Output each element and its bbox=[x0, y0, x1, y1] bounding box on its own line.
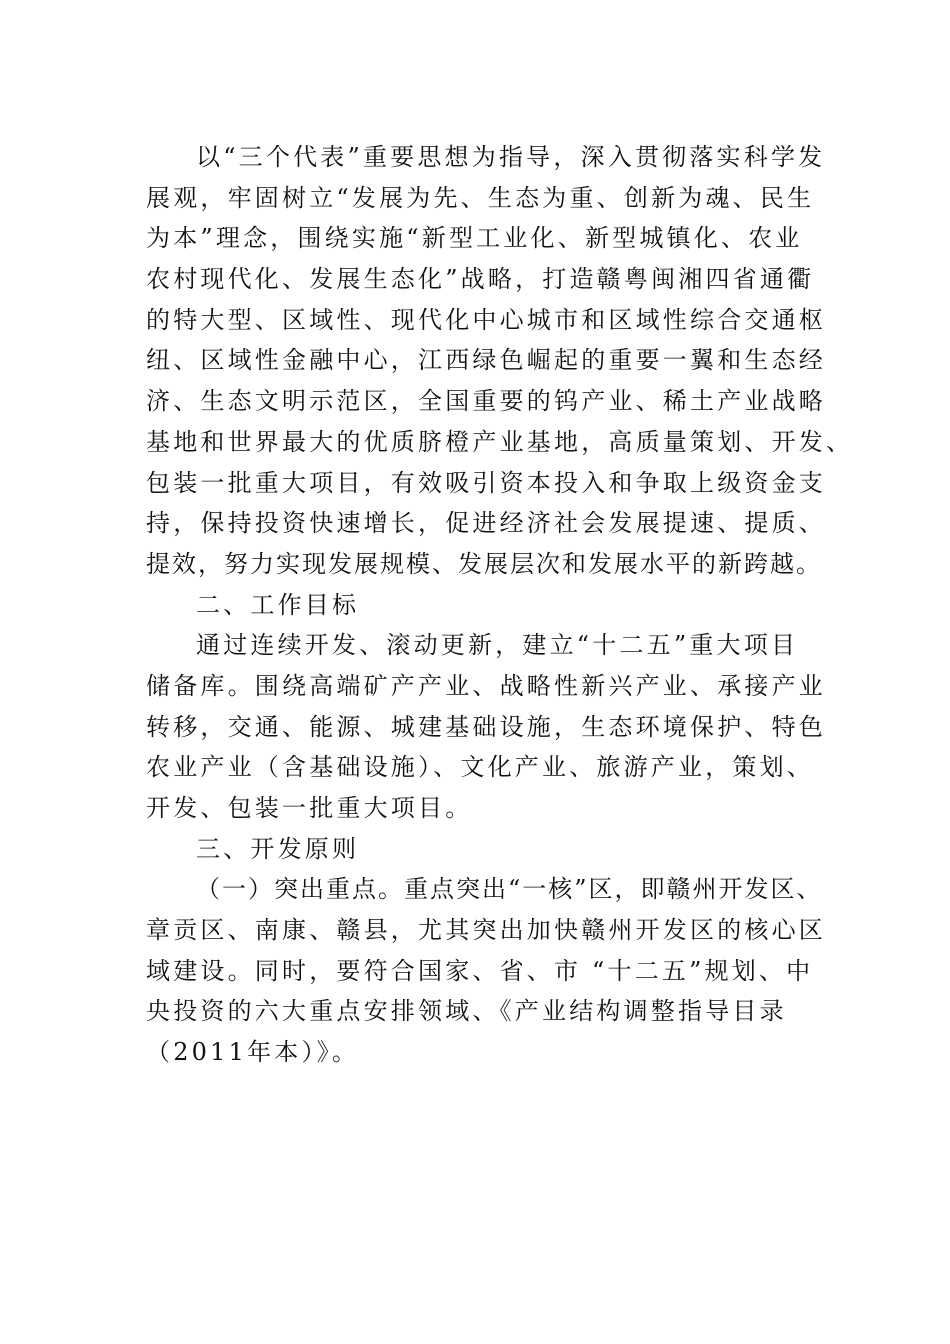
paragraph-line: 开发、包装一批重大项目。 bbox=[146, 794, 473, 822]
paragraph-line: 包装一批重大项目，有效吸引资本投入和争取上级资金支 bbox=[146, 468, 826, 497]
paragraph-line: 提效，努力实现发展规模、发展层次和发展水平的新跨越。 bbox=[146, 549, 822, 578]
paragraph-line: 基地和世界最大的优质脐橙产业基地，高质量策划、开发、 bbox=[146, 427, 854, 456]
paragraph-line: 域建设。同时，要符合国家、省、市 “十二五”规划、中 bbox=[146, 956, 814, 985]
paragraph-line: 的特大型、区域性、现代化中心城市和区域性综合交通枢 bbox=[146, 305, 826, 334]
paragraph-line: 章贡区、南康、赣县，尤其突出加快赣州开发区的核心区 bbox=[146, 916, 826, 945]
paragraph-line: 持，保持投资快速增长，促进经济社会发展提速、提质、 bbox=[146, 509, 826, 538]
paragraph-line: 农村现代化、发展生态化”战略，打造赣粤闽湘四省通衢 bbox=[146, 265, 815, 294]
paragraph-line: 为本”理念，围绕实施“新型工业化、新型城镇化、农业 bbox=[146, 224, 803, 253]
paragraph-line: 展观，牢固树立“发展为先、生态为重、创新为魂、民生 bbox=[146, 183, 815, 212]
paragraph-line: 济、生态文明示范区，全国重要的钨产业、稀土产业战略 bbox=[146, 387, 826, 416]
document-body bbox=[146, 137, 854, 1073]
paragraph-line: 纽、区域性金融中心，江西绿色崛起的重要一翼和生态经 bbox=[146, 346, 826, 375]
paragraph-line: （2011年本）》。 bbox=[146, 1038, 360, 1067]
paragraph-line: 储备库。围绕高端矿产产业、战略性新兴产业、承接产业 bbox=[146, 671, 826, 700]
section-heading-goals: 二、工作目标 bbox=[196, 590, 360, 619]
paragraph-line: 农业产业（含基础设施）、文化产业、旅游产业，策划、 bbox=[146, 753, 814, 782]
paragraph-line: 央投资的六大重点安排领域、《产业结构调整指导目录 bbox=[146, 997, 787, 1026]
paragraph-line: 通过连续开发、滚动更新，建立“十二五”重大项目 bbox=[196, 631, 799, 660]
paragraph-line: （一）突出重点。重点突出“一核”区，即赣州开发区、 bbox=[196, 875, 823, 904]
section-heading-principles: 三、开发原则 bbox=[196, 834, 360, 863]
paragraph-line: 转移，交通、能源、城建基础设施，生态环境保护、特色 bbox=[146, 712, 826, 741]
paragraph-line: 以“三个代表”重要思想为指导，深入贯彻落实科学发 bbox=[196, 143, 826, 171]
